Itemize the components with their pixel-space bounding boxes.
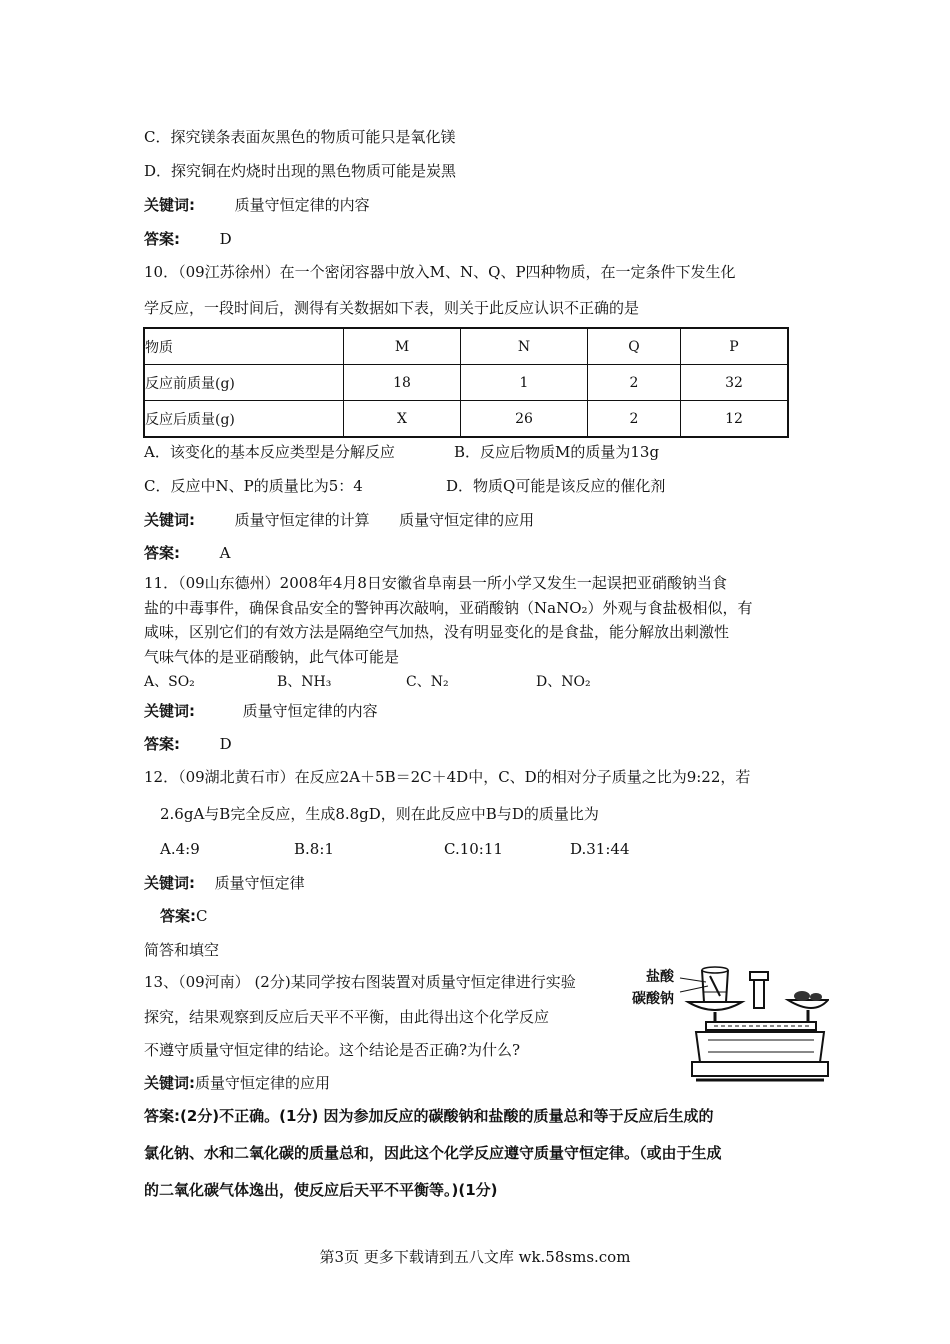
table-cell: 物质 bbox=[144, 328, 344, 365]
table-cell: 2 bbox=[588, 365, 681, 401]
q13-stem-line1: 13、（09河南） (2分)某同学按右图装置对质量守恒定律进行实验 bbox=[144, 973, 576, 991]
q11-stem-line2: 盐的中毒事件，确保食品安全的警钟再次敲响，亚硝酸钠（NaNO₂）外观与食盐极相似，有 bbox=[144, 599, 753, 617]
q11-stem-line1: 11．（09山东德州）2008年4月8日安徽省阜南县一所小学又发生一起误把亚硝酸钠当食 bbox=[144, 574, 727, 592]
table-cell: P bbox=[681, 328, 789, 365]
table-cell: 反应后质量(g) bbox=[144, 401, 344, 438]
table-row bbox=[144, 328, 788, 365]
figure-label-carbonate: 碳酸钠 bbox=[632, 991, 674, 1007]
table-cell: 32 bbox=[681, 365, 789, 401]
q12-option-d: D.31:44 bbox=[570, 840, 630, 858]
answer-label: 答案: bbox=[144, 735, 180, 753]
q11-keywords bbox=[144, 701, 378, 721]
table-cell: 2 bbox=[588, 401, 681, 438]
q12-keywords bbox=[144, 873, 305, 893]
answer-label: 答案: bbox=[144, 544, 180, 562]
answer-text: D bbox=[219, 230, 232, 248]
keyword-label: 关键词: bbox=[144, 874, 195, 892]
table-cell: 反应前质量(g) bbox=[144, 365, 344, 401]
answer-text: C bbox=[196, 907, 208, 925]
balance-figure bbox=[624, 962, 829, 1084]
q13-answer-line1: 答案:(2分)不正确。(1分) 因为参加反应的碳酸钠和盐酸的质量总和等于反应后生成的 bbox=[144, 1107, 714, 1125]
q13-stem-line2: 探究，结果观察到反应后天平不平衡，由此得出这个化学反应 bbox=[144, 1008, 550, 1026]
table-cell: Q bbox=[588, 328, 681, 365]
answer-label: 答案: bbox=[160, 907, 196, 925]
q9-answer bbox=[144, 229, 232, 249]
q10-data-table bbox=[143, 327, 789, 438]
keyword-label: 关键词: bbox=[144, 196, 195, 214]
answer-text: A bbox=[219, 544, 231, 562]
q10-keywords bbox=[144, 510, 534, 530]
answer-text: D bbox=[219, 735, 232, 753]
q12-answer bbox=[160, 906, 207, 926]
q10-option-a: A．该变化的基本反应类型是分解反应 bbox=[144, 443, 395, 461]
q11-option-b: B、NH₃ bbox=[277, 674, 332, 690]
table-cell: 1 bbox=[461, 365, 588, 401]
q12-option-c: C.10:11 bbox=[444, 840, 503, 858]
q10-answer bbox=[144, 543, 230, 563]
q13-stem-line3: 不遵守质量守恒定律的结论。这个结论是否正确?为什么? bbox=[144, 1041, 521, 1059]
q10-stem-line2: 学反应，一段时间后，测得有关数据如下表，则关于此反应认识不正确的是 bbox=[144, 299, 640, 317]
q9-keywords bbox=[144, 195, 370, 215]
table-row bbox=[144, 401, 788, 438]
q9-option-c: C．探究镁条表面灰黑色的物质可能只是氧化镁 bbox=[144, 128, 456, 146]
answer-label: 答案: bbox=[144, 230, 180, 248]
q10-option-b: B．反应后物质M的质量为13g bbox=[454, 443, 660, 461]
keyword-text: 质量守恒定律的内容 bbox=[242, 702, 378, 720]
table-cell: 26 bbox=[461, 401, 588, 438]
q10-option-c: C．反应中N、P的质量比为5：4 bbox=[144, 477, 363, 495]
page-footer: 第3页 更多下载请到五八文库 wk.58sms.com bbox=[319, 1248, 631, 1266]
q12-option-a: A.4:9 bbox=[160, 840, 200, 858]
q10-stem-line1: 10．（09江苏徐州）在一个密闭容器中放入M、N、Q、P四种物质，在一定条件下发生化 bbox=[144, 263, 736, 281]
q9-option-d: D．探究铜在灼烧时出现的黑色物质可能是炭黑 bbox=[144, 162, 457, 180]
table-cell: M bbox=[344, 328, 461, 365]
section-title: 简答和填空 bbox=[144, 941, 220, 959]
table-cell: 12 bbox=[681, 401, 789, 438]
keyword-text: 质量守恒定律的应用 bbox=[195, 1074, 331, 1092]
keyword-text: 质量守恒定律的应用 bbox=[399, 511, 535, 529]
q13-answer-line2: 氯化钠、水和二氧化碳的质量总和，因此这个化学反应遵守质量守恒定律。（或由于生成 bbox=[144, 1144, 722, 1162]
q11-option-c: C、N₂ bbox=[406, 674, 449, 690]
q12-stem-line1: 12．（09湖北黄石市）在反应2A＋5B＝2C＋4D中，C、D的相对分子质量之比为9:22，若 bbox=[144, 768, 751, 786]
keyword-label: 关键词: bbox=[144, 702, 195, 720]
keyword-text: 质量守恒定律的计算 bbox=[234, 511, 370, 529]
balance-drawing bbox=[624, 962, 829, 1084]
table-cell: N bbox=[461, 328, 588, 365]
q12-option-b: B.8:1 bbox=[294, 840, 334, 858]
keyword-label: 关键词: bbox=[144, 511, 195, 529]
q11-stem-line3: 咸味，区别它们的有效方法是隔绝空气加热，没有明显变化的是食盐，能分解放出刺激性 bbox=[144, 623, 730, 641]
q13-answer-line3: 的二氧化碳气体逸出，使反应后天平不平衡等。)(1分) bbox=[144, 1181, 498, 1199]
q10-option-d: D．物质Q可能是该反应的催化剂 bbox=[446, 477, 666, 495]
keyword-text: 质量守恒定律 bbox=[214, 874, 305, 892]
table-row bbox=[144, 365, 788, 401]
table-cell: 18 bbox=[344, 365, 461, 401]
q11-option-a: A、SO₂ bbox=[144, 674, 195, 690]
q13-keywords bbox=[144, 1073, 330, 1093]
q11-stem-line4: 气味气体的是亚硝酸钠，此气体可能是 bbox=[144, 648, 400, 666]
figure-label-acid: 盐酸 bbox=[646, 969, 674, 985]
q12-stem-line2: 2.6gA与B完全反应，生成8.8gD，则在此反应中B与D的质量比为 bbox=[160, 805, 599, 823]
table-cell: X bbox=[344, 401, 461, 438]
q11-option-d: D、NO₂ bbox=[536, 674, 591, 690]
keyword-label: 关键词: bbox=[144, 1074, 195, 1092]
keyword-text: 质量守恒定律的内容 bbox=[234, 196, 370, 214]
q11-answer bbox=[144, 734, 232, 754]
